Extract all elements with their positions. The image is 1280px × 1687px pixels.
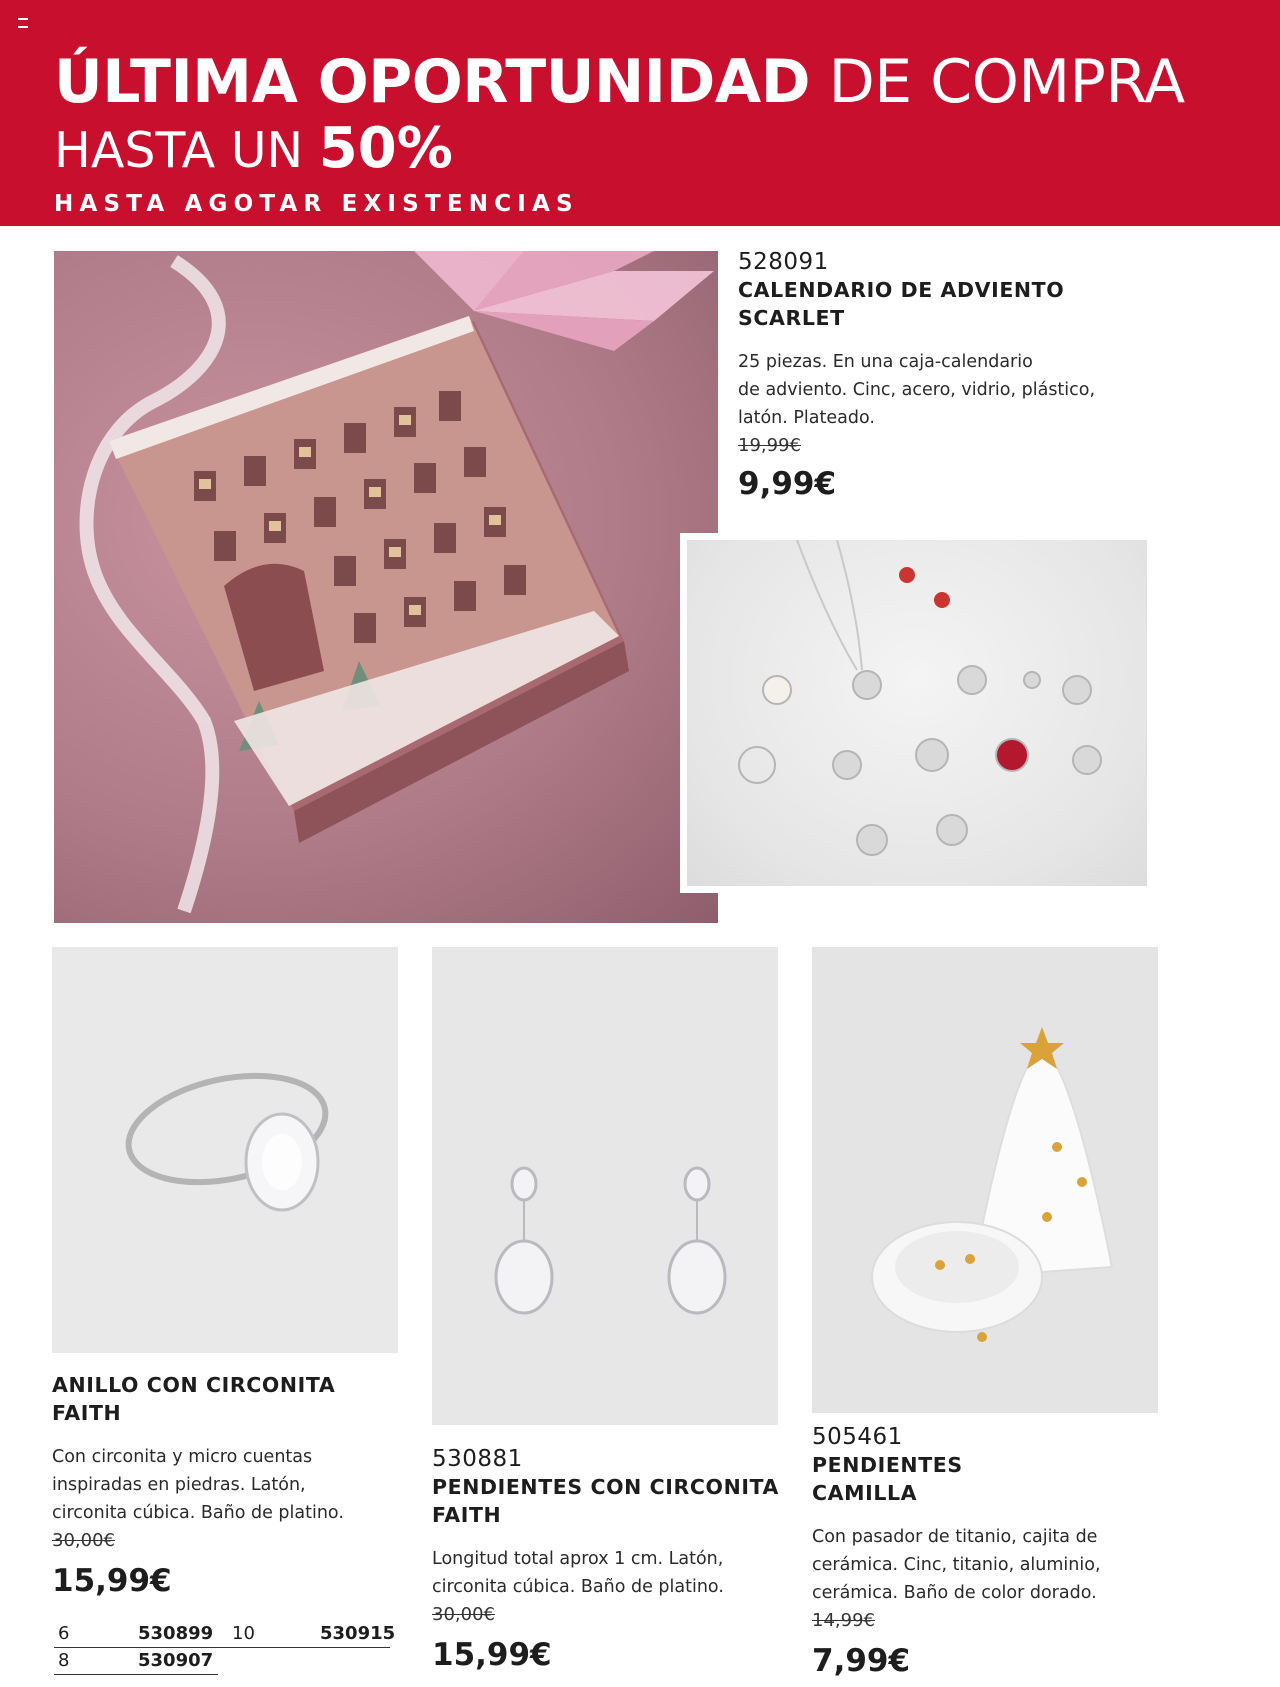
size-code: 530907 [138, 1650, 214, 1671]
product-description: cerámica. Cinc, titanio, aluminio, [812, 1555, 1101, 1575]
product-name: PENDIENTES [812, 1453, 963, 1477]
size-code: 530915 [320, 1623, 396, 1644]
size-code: 530899 [138, 1623, 214, 1644]
sale-price: 15,99€ [432, 1637, 552, 1673]
camilla-info [812, 1423, 1252, 1681]
product-description: Longitud total aprox 1 cm. Latón, [432, 1549, 724, 1569]
product-name: CAMILLA [812, 1481, 918, 1505]
sale-price: 15,99€ [52, 1563, 172, 1599]
discount-percent: 50% [318, 116, 453, 181]
size-value: 6 [58, 1623, 70, 1644]
product-name: FAITH [432, 1503, 502, 1527]
product-code: 528091 [738, 249, 829, 275]
sale-price: 9,99€ [738, 466, 837, 502]
promo-banner [0, 0, 1280, 226]
banner-subline: HASTA AGOTAR EXISTENCIAS [54, 191, 579, 217]
product-description: Con pasador de titanio, cajita de [812, 1527, 1098, 1547]
product-name: CALENDARIO DE ADVIENTO [738, 278, 1065, 302]
headline-thin: DE COMPRA [828, 47, 1185, 117]
size-value: 8 [58, 1650, 70, 1671]
old-price: 30,00€ [52, 1530, 115, 1551]
old-price: 19,99€ [738, 435, 801, 456]
sale-price: 7,99€ [812, 1643, 911, 1679]
product-description: Con circonita y micro cuentas [52, 1447, 313, 1467]
product-description: circonita cúbica. Baño de platino. [432, 1577, 724, 1597]
calendar-info [738, 248, 1258, 504]
size-value: 10 [232, 1623, 255, 1644]
calendar-photo [54, 251, 718, 923]
banner-headline [54, 47, 1185, 117]
ring-size-table [54, 1621, 396, 1675]
earrings-info [432, 1445, 812, 1675]
product-description: 25 piezas. En una caja-calendario [738, 352, 1033, 372]
product-description: cerámica. Baño de color dorado. [812, 1583, 1097, 1603]
charms-photo [680, 533, 1154, 893]
old-price: 30,00€ [432, 1604, 495, 1625]
menu-icon[interactable] [18, 18, 28, 28]
product-code: 505461 [812, 1424, 903, 1450]
camilla-photo [812, 947, 1158, 1413]
ring-info [52, 1371, 412, 1601]
ring-photo [52, 947, 398, 1353]
product-description: de adviento. Cinc, acero, vidrio, plástico, [738, 380, 1096, 400]
product-name: SCARLET [738, 306, 845, 330]
product-description: inspiradas en piedras. Latón, [52, 1475, 306, 1495]
size-row [54, 1621, 396, 1648]
product-name: FAITH [52, 1401, 122, 1425]
product-description: latón. Plateado. [738, 408, 875, 428]
product-description: circonita cúbica. Baño de platino. [52, 1503, 344, 1523]
headline-bold: ÚLTIMA OPORTUNIDAD [54, 47, 811, 117]
earrings-photo [432, 947, 778, 1425]
size-row [54, 1648, 218, 1675]
discount-text: HASTA UN [54, 122, 304, 179]
old-price: 14,99€ [812, 1610, 875, 1631]
banner-discount [54, 116, 453, 181]
product-name: ANILLO CON CIRCONITA [52, 1373, 336, 1397]
product-code: 530881 [432, 1446, 523, 1472]
product-name: PENDIENTES CON CIRCONITA [432, 1475, 780, 1499]
